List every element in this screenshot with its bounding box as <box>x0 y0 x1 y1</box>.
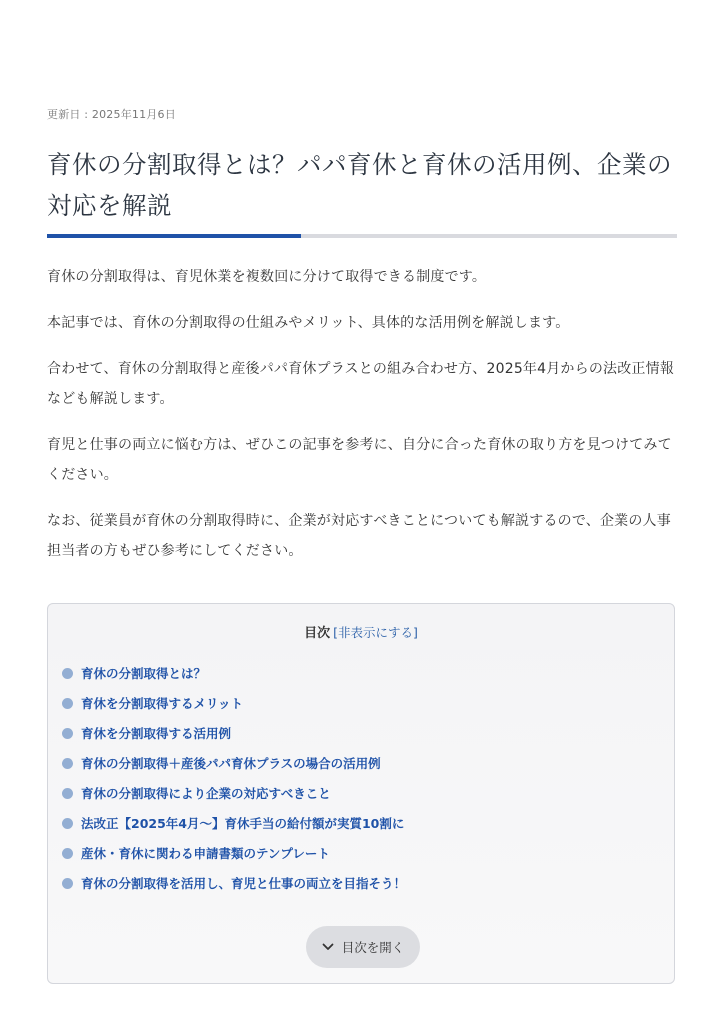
toc-item-label: 法改正【2025年4月〜】育休手当の給付額が実質10割に <box>81 816 405 831</box>
bullet-icon <box>62 818 73 829</box>
intro-paragraph: 育児と仕事の両立に悩む方は、ぜひこの記事を参考に、自分に合った育休の取り方を見つけてみてください。 <box>47 437 672 483</box>
bullet-icon <box>62 668 73 679</box>
toc-open-button[interactable] <box>306 926 420 968</box>
bullet-icon <box>62 848 73 859</box>
toc-item[interactable] <box>62 718 406 748</box>
intro-paragraph: 合わせて、育休の分割取得と産後パパ育休プラスとの組み合わせ方、2025年4月からの法改正情報なども解説します。 <box>47 361 675 407</box>
toc-item[interactable] <box>62 808 406 838</box>
bullet-icon <box>62 878 73 889</box>
table-of-contents <box>47 603 675 984</box>
toc-item[interactable] <box>62 748 406 778</box>
title-underline <box>47 234 677 238</box>
toc-item-label: 育休を分割取得するメリット <box>81 696 244 711</box>
toc-item-label: 育休の分割取得＋産後パパ育休プラスの場合の活用例 <box>81 756 381 771</box>
intro-paragraph: 本記事では、育休の分割取得の仕組みやメリット、具体的な活用例を解説します。 <box>47 315 570 331</box>
toc-item-label: 育休を分割取得する活用例 <box>81 726 232 741</box>
toc-header <box>48 624 674 643</box>
toc-item[interactable] <box>62 688 406 718</box>
intro-text <box>47 262 677 582</box>
toc-item[interactable] <box>62 778 406 808</box>
bullet-icon <box>62 758 73 769</box>
bullet-icon <box>62 698 73 709</box>
toc-item[interactable] <box>62 658 406 688</box>
toc-item-label: 育休の分割取得とは？ <box>81 666 207 681</box>
toc-item[interactable] <box>62 868 406 898</box>
intro-paragraph: 育休の分割取得は、育児休業を複数回に分けて取得できる制度です。 <box>47 269 487 285</box>
toc-title: 目次 <box>304 626 331 641</box>
toc-item-label: 産休・育休に関わる申請書類のテンプレート <box>81 846 330 861</box>
toc-open-label: 目次を開く <box>341 940 405 955</box>
toc-item-label: 育休の分割取得により企業の対応すべきこと <box>81 786 331 801</box>
bullet-icon <box>62 728 73 739</box>
chevron-down-icon <box>322 943 334 951</box>
toc-item-label: 育休の分割取得を活用し、育児と仕事の両立を目指そう！ <box>81 876 407 891</box>
toc-list <box>62 658 406 898</box>
title-underline-accent <box>47 234 301 238</box>
updated-date: 更新日 : 2025年11月6日 <box>47 108 176 121</box>
toc-item[interactable] <box>62 838 406 868</box>
toc-hide-link[interactable]: [非表示にする] <box>333 625 418 640</box>
bullet-icon <box>62 788 73 799</box>
page-title: 育休の分割取得とは？パパ育休と育休の活用例、企業の対応を解説 <box>47 150 672 220</box>
intro-paragraph: なお、従業員が育休の分割取得時に、企業が対応すべきことについても解説するので、企業の人事担当者の方もぜひ参考にしてください。 <box>47 513 671 559</box>
